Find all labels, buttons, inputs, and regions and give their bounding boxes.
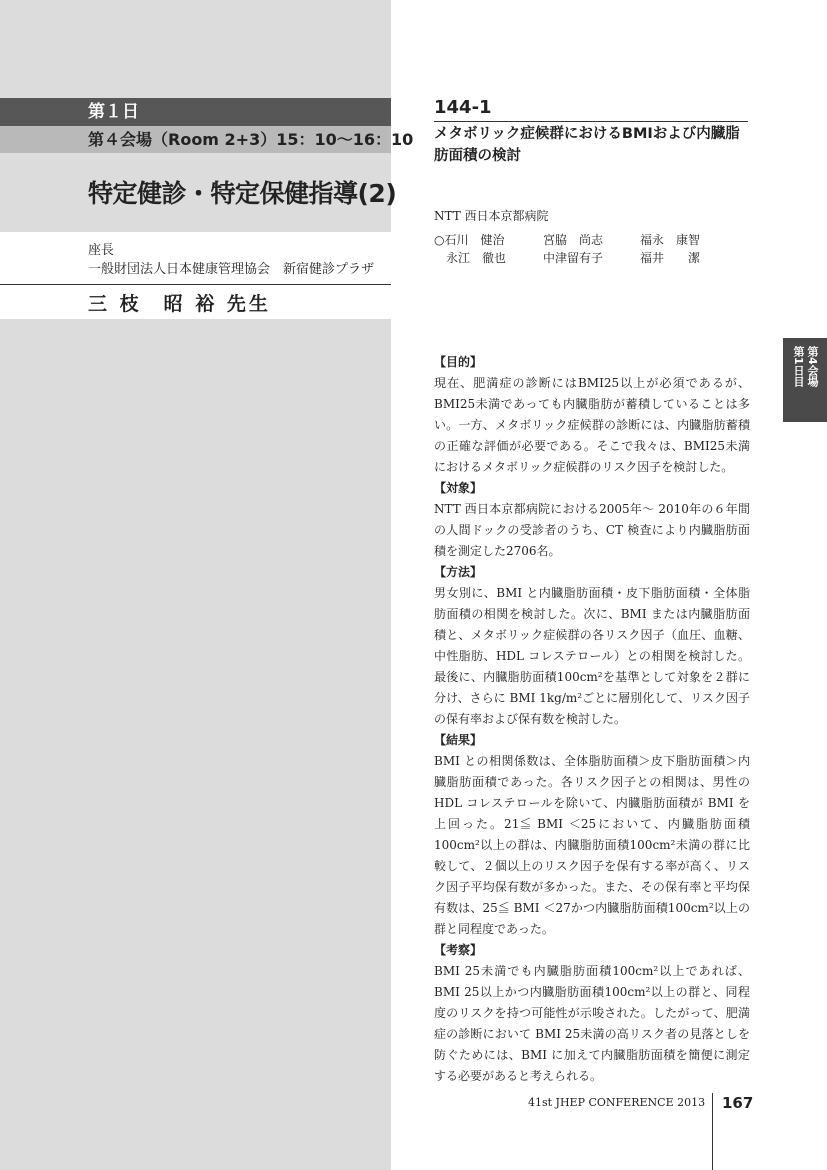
- abstract-body: [434, 352, 750, 1087]
- section-text: BMI 25未満でも内臓脂肪面積100cm²以上であれば、BMI 25以上かつ内臓脂肪面積100cm²以上の群と、同程度のリスクを持つ可能性が示唆された。したがって、肥満症の診断において BMI 25未満の高リスク者の見落としを防ぐためには、BMI に加えて内臓脂肪面積を簡便に測定する必要があると考えられる。: [434, 964, 750, 1083]
- author: 永江 徹也: [434, 251, 507, 265]
- side-tab-day: 第1日目: [792, 346, 805, 387]
- author: ○石川 健治: [434, 233, 505, 247]
- chair-label: 座長: [88, 243, 115, 258]
- section-heading: 【目的】: [434, 355, 483, 369]
- footer-divider: [712, 1093, 713, 1170]
- author: 福永 康智: [640, 233, 701, 247]
- author: 中津留有子: [543, 251, 604, 265]
- section-text: 現在、肥満症の診断にはBMI25以上が必須であるが、BMI25未満であっても内臓脂肪が蓄積していることは多い。一方、メタボリック症候群の診断には、内臓脂肪蓄積の正確な評価が必要である。そこで我々は、BMI25未満におけるメタボリック症候群のリスク因子を検討した。: [434, 376, 750, 474]
- chair-divider: [0, 284, 391, 285]
- abstract-title: メタボリック症候群におけるBMIおよび内臓脂肪面積の検討: [434, 126, 740, 164]
- abstract-divider: [434, 121, 748, 122]
- abstract-number: 144-1: [434, 97, 492, 118]
- chair-organization: 一般財団法人日本健康管理協会 新宿健診プラザ: [88, 262, 375, 277]
- section-heading: 【考察】: [434, 943, 483, 957]
- section-heading: 【方法】: [434, 565, 483, 579]
- conference-footer: 41st JHEP CONFERENCE 2013: [528, 1096, 706, 1109]
- author: 福井 潔: [640, 251, 701, 265]
- session-title: 特定健診・特定保健指導(2): [88, 179, 397, 208]
- side-tab-room: 第4会場: [806, 346, 819, 387]
- side-tab: [783, 338, 827, 422]
- session-day: 第１日: [0, 98, 391, 126]
- author: 宮脇 尚志: [543, 233, 604, 247]
- section-text: 男女別に、BMI と内臓脂肪面積・皮下脂肪面積・全体脂肪面積の相関を検討した。次に、BMI または内臓脂肪面積と、メタボリック症候群の各リスク因子（血圧、血糖、中性脂肪、HDL コレステロール）との相関を検討した。最後に、内臓脂肪面積100cm²を基準として対象を２群に分け、さらに BMI 1kg/m²ごとに層別化して、リスク因子の保有率および保有数を検討した。: [434, 586, 750, 726]
- page-number: 167: [722, 1094, 754, 1112]
- affiliation: NTT 西日本京都病院: [434, 209, 549, 223]
- session-room: 第４会場（Room 2+3）15：10〜16：10: [0, 126, 391, 153]
- section-text: BMI との相関係数は、全体脂肪面積＞皮下脂肪面積＞内臓脂肪面積であった。各リスク因子との相関は、男性の HDL コレステロールを除いて、内臓脂肪面積が BMI を上回った。21≦ BMI ＜25において、内臓脂肪面積100cm²以上の群は、内臓脂肪面積100cm²未満の群に比較して、２個以上のリスク因子を保有する率が高く、リスク因子平均保有数が多かった。また、その保有率と平均保有数は、25≦ BMI ＜27かつ内臓脂肪面積100cm²以上の群と同程度であった。: [434, 754, 750, 936]
- section-heading: 【対象】: [434, 481, 483, 495]
- section-heading: 【結果】: [434, 733, 483, 747]
- section-text: NTT 西日本京都病院における2005年〜 2010年の６年間の人間ドックの受診者のうち、CT 検査により内臓脂肪面積を測定した2706名。: [434, 502, 750, 558]
- chair-name: 三 枝 昭 裕 先生: [88, 293, 271, 315]
